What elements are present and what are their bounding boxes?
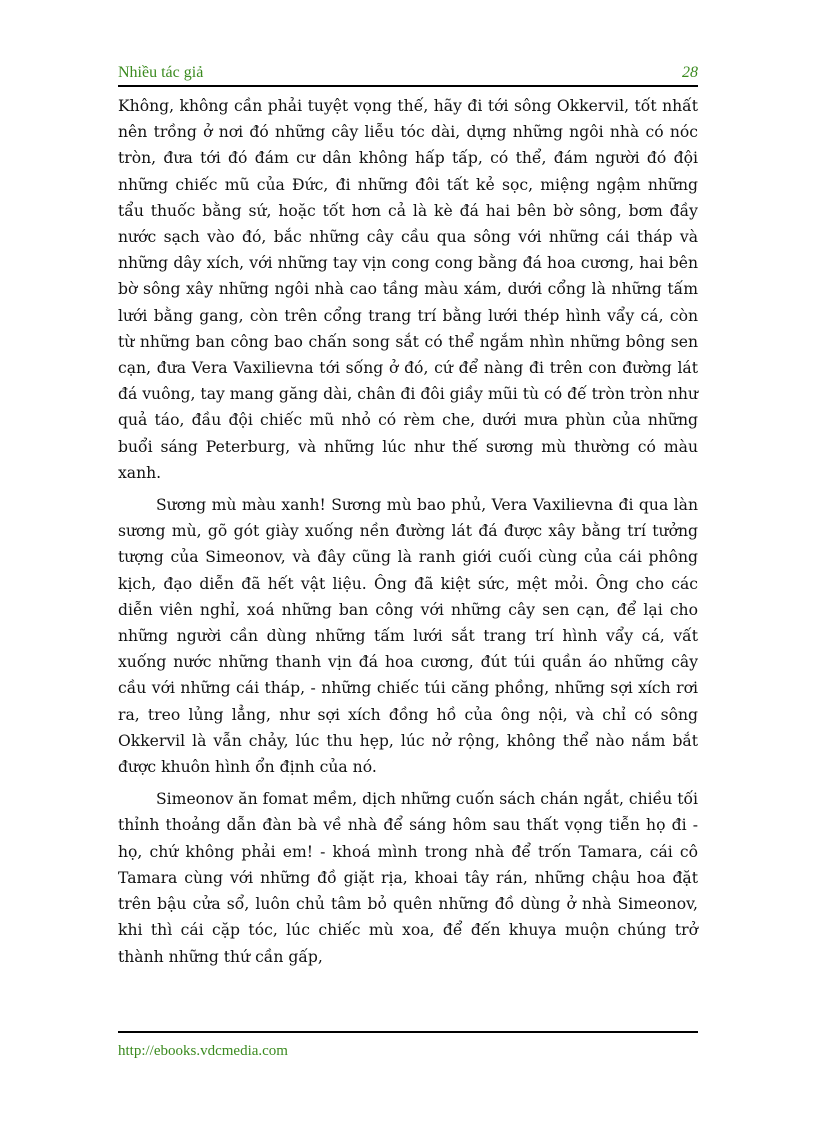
header-author: Nhiều tác giả xyxy=(118,64,204,81)
footer-divider xyxy=(118,1031,698,1033)
paragraph: Sương mù màu xanh! Sương mù bao phủ, Vera Vaxilievna đi qua làn sương mù, gõ gót giày xuống nền đường lát đá được xây bằng trí tưởng tượng của Simeonov, và đây cũng là ranh giới cuối cùng của cái phông kịch, đạo diễn đã hết vật liệu. Ông đã kiệt sức, mệt mỏi. Ông cho các diễn viên nghỉ, xoá những ban công với những cây sen cạn, để lại cho những người cần dùng những tấm lưới sắt trang trí hình vẩy cá, vất xuống nước những thanh vịn đá hoa cương, đút túi quần áo những cây cầu với những cái tháp, - những chiếc túi căng phồng, những sợi xích rơi ra, treo lủng lẳng, như sợi xích đồng hồ của ông nội, và chỉ có sông Okkervil là vẫn chảy, lúc thu hẹp, lúc nở rộng, không thể nào nắm bắt được khuôn hình ổn định của nó. xyxy=(118,496,698,777)
body-text xyxy=(118,93,698,976)
footer-url-link[interactable]: http://ebooks.vdcmedia.com xyxy=(118,1043,288,1059)
page-header xyxy=(118,62,698,84)
page-number: 28 xyxy=(682,64,698,81)
paragraph: Simeonov ăn fomat mềm, dịch những cuốn sách chán ngắt, chiều tối thỉnh thoảng dẫn đàn bà về nhà để sáng hôm sau thất vọng tiễn họ đi - họ, chứ không phải em! - khoá mình trong nhà để trốn Tamara, cái cô Tamara cùng với những đồ giặt rịa, khoai tây rán, những chậu hoa đặt trên bậu cửa sổ, luôn chủ tâm bỏ quên những đồ dùng ở nhà Simeonov, khi thì cái cặp tóc, lúc chiếc mù xoa, để đến khuya muộn chúng trở thành những thứ cần gấp, xyxy=(118,790,699,966)
paragraph: Không, không cần phải tuyệt vọng thế, hãy đi tới sông Okkervil, tốt nhất nên trồng ở nơi đó những cây liễu tóc dài, dựng những ngôi nhà có nóc tròn, đưa tới đó đám cư dân không hấp tấp, có thể, đám người đó đội những chiếc mũ của Đức, đi những đôi tất kẻ sọc, miệng ngậm những tẩu thuốc bằng sứ, hoặc tốt hơn cả là kè đá hai bên bờ sông, bơm đầy nước sạch vào đó, bắc những cây cầu qua sông với những cái tháp và những dây xích, với những tay vịn cong cong bằng đá hoa cương, hai bên bờ sông xây những ngôi nhà cao tầng màu xám, dưới cổng là những tấm lưới bằng gang, còn trên cổng trang trí bằng lưới thép hình vẩy cá, còn từ những ban công bao chấn song sắt có thể ngắm nhìn những bông sen cạn, đưa Vera Vaxilievna tới sống ở đó, cứ để nàng đi trên con đường lát đá vuông, tay mang găng dài, chân đi đôi giầy mũi tù có đế tròn tròn như quả táo, đầu đội chiếc mũ nhỏ có rèm che, dưới mưa phùn của những buổi sáng Peterburg, và những lúc như thế sương mù thường có màu xanh. xyxy=(118,97,698,482)
header-divider xyxy=(118,85,698,87)
